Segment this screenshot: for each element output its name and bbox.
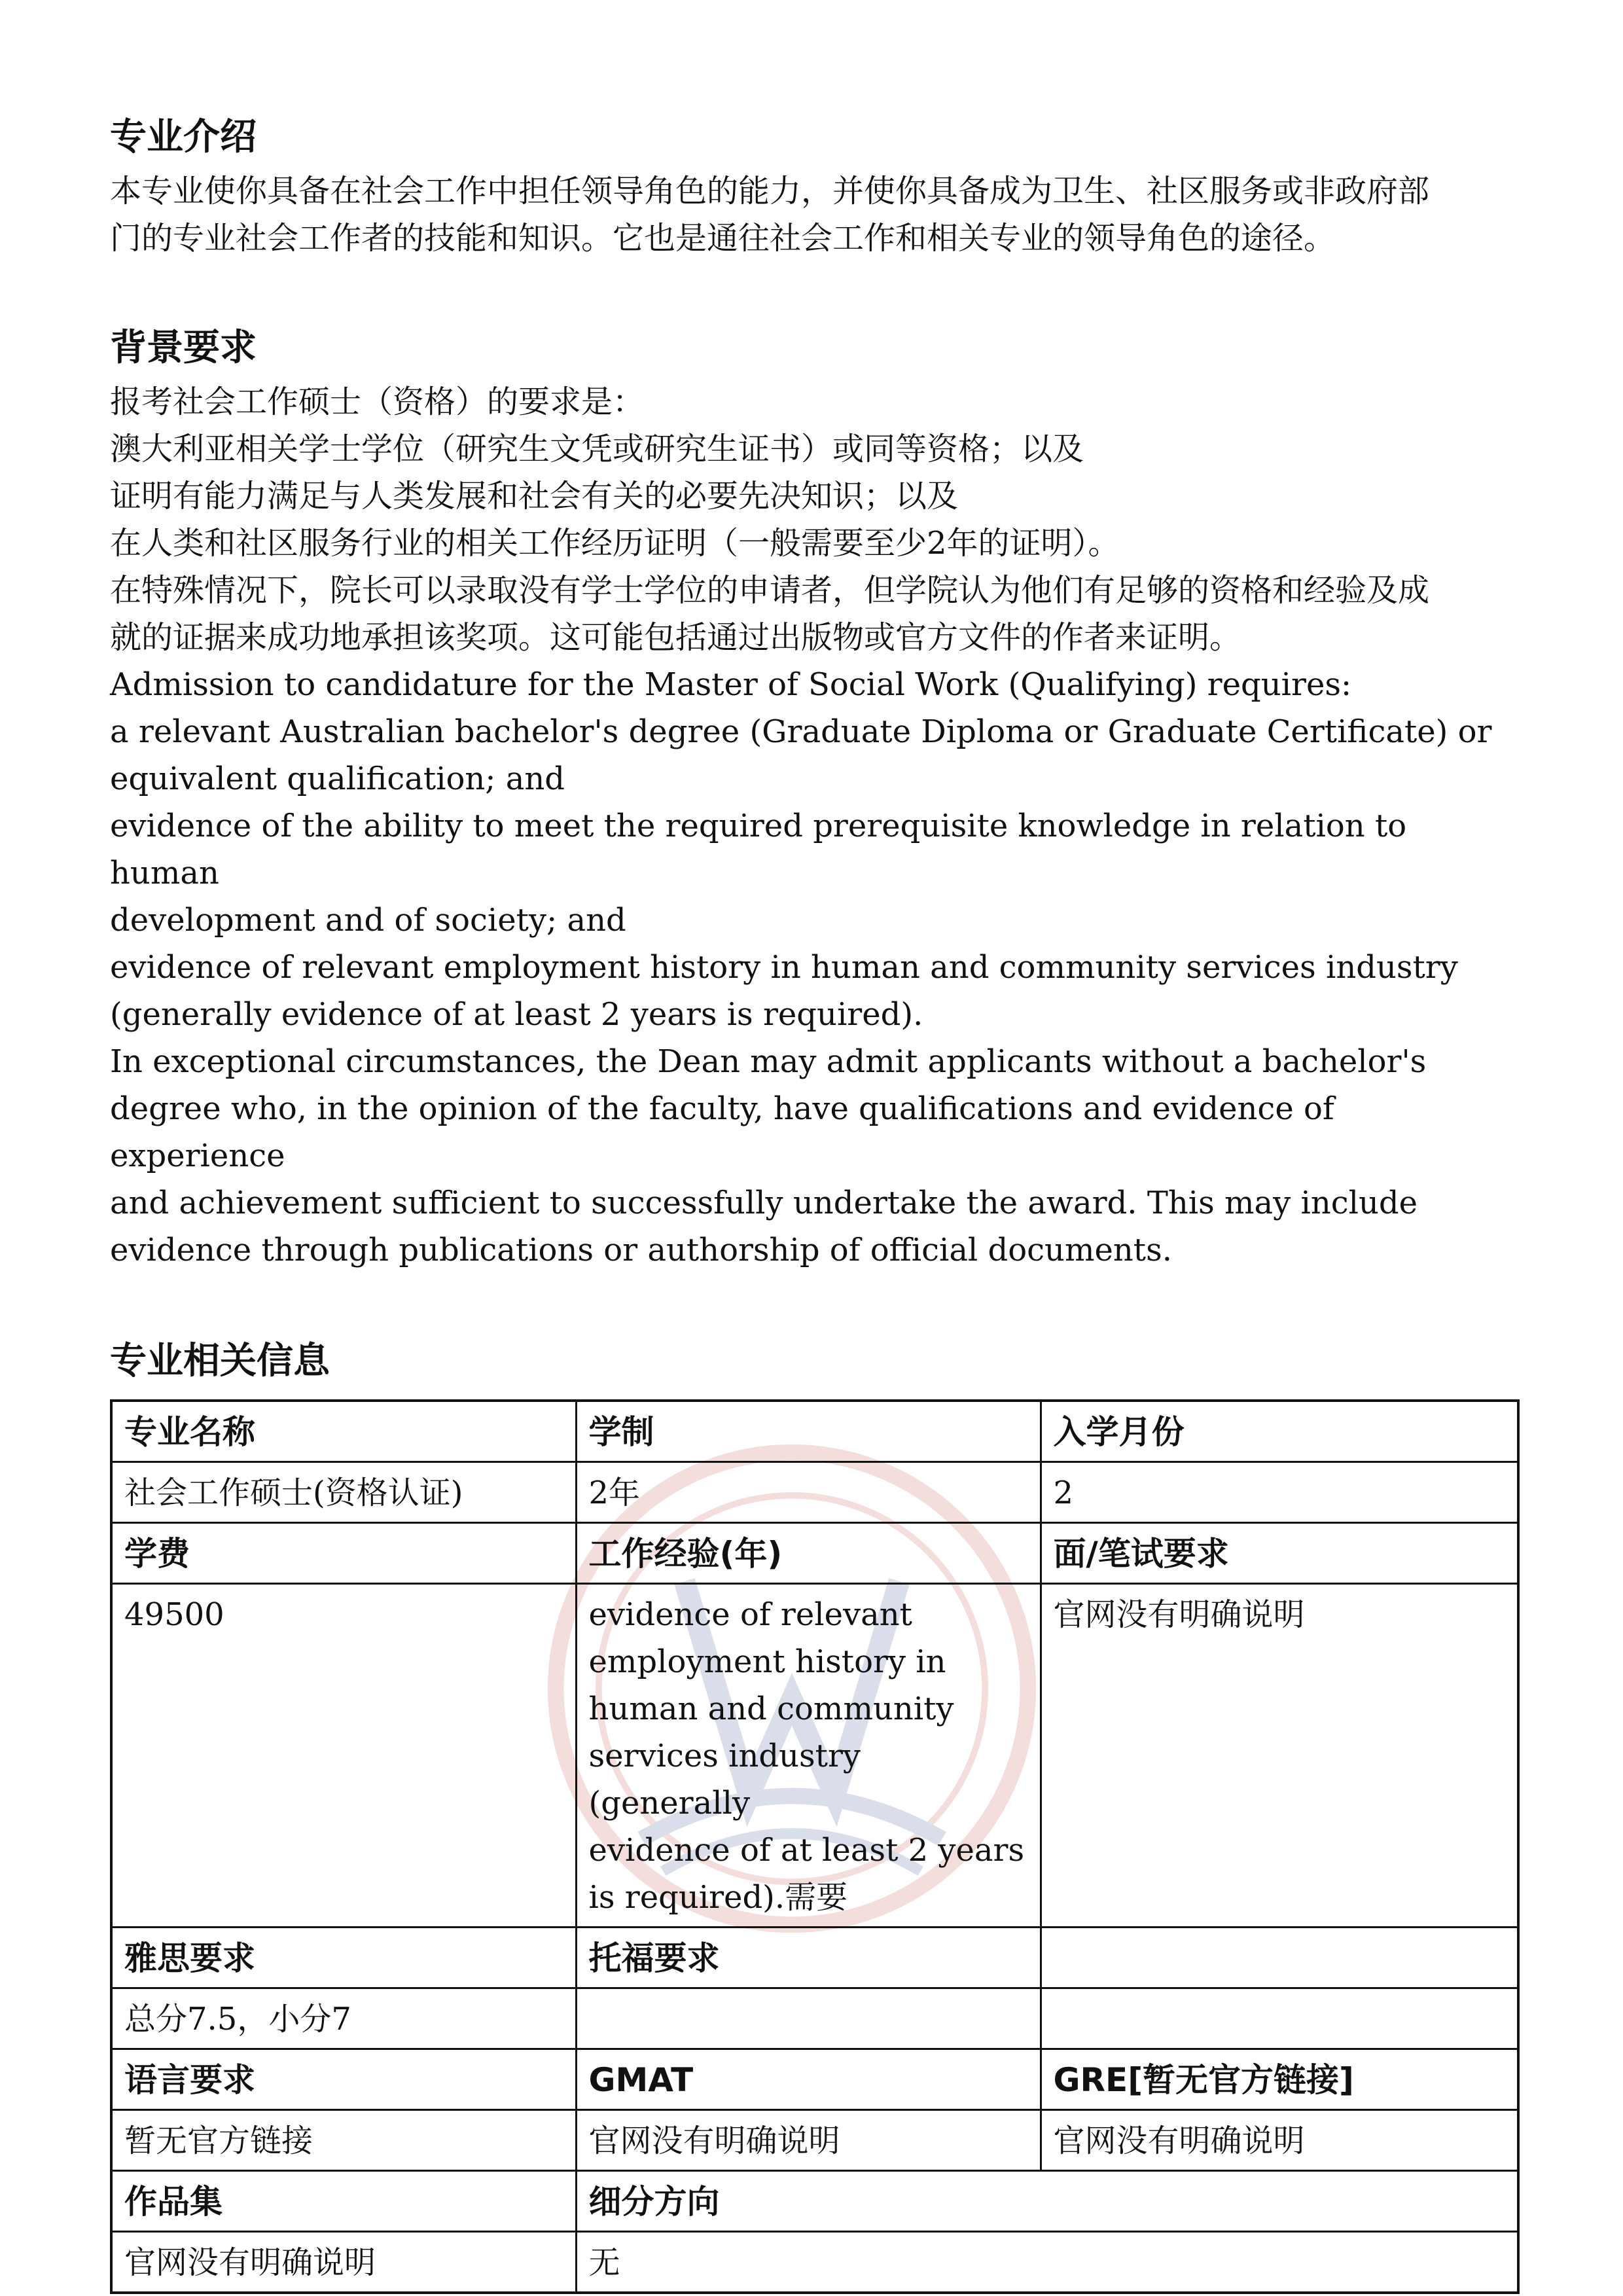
work-experience-label: 工作经验(年) <box>576 1523 1041 1584</box>
duration-value: 2年 <box>576 1462 1041 1523</box>
background-line: evidence of relevant employment history in human and community services industry <box>110 949 1458 986</box>
program-name-label: 专业名称 <box>111 1401 576 1462</box>
language-value: 暂无官方链接 <box>111 2110 576 2171</box>
specialization-label: 细分方向 <box>576 2171 1518 2232</box>
tuition-label: 学费 <box>111 1523 576 1584</box>
table-row <box>111 1928 1518 1988</box>
gmat-value: 官网没有明确说明 <box>576 2110 1041 2171</box>
table-row <box>111 2049 1518 2110</box>
empty-cell <box>1041 1928 1518 1988</box>
work-experience-line: human and community <box>588 1691 954 1727</box>
background-line: development and of society; and <box>110 902 626 939</box>
background-line: 证明有能力满足与人类发展和社会有关的必要先决知识；以及 <box>110 478 959 514</box>
intro-line: 本专业使你具备在社会工作中担任领导角色的能力，并使你具备成为卫生、社区服务或非政府部 <box>110 173 1430 209</box>
empty-cell <box>1041 1988 1518 2049</box>
table-row <box>111 1401 1518 1462</box>
work-experience-line: evidence of relevant <box>588 1596 912 1633</box>
table-row <box>111 2110 1518 2171</box>
background-line: evidence of the ability to meet the required prerequisite knowledge in relation to human <box>110 808 1407 891</box>
ielts-label: 雅思要求 <box>111 1928 576 1988</box>
toefl-value <box>576 1988 1041 2049</box>
table-row <box>111 2171 1518 2232</box>
background-line: In exceptional circumstances, the Dean may admit applicants without a bachelor's <box>110 1043 1427 1080</box>
background-line: (generally evidence of at least 2 years is required). <box>110 996 923 1033</box>
gmat-label: GMAT <box>576 2049 1041 2110</box>
background-line: 在人类和社区服务行业的相关工作经历证明（一般需要至少2年的证明）。 <box>110 525 1120 562</box>
work-experience-line: services industry (generally <box>588 1738 861 1821</box>
background-line: degree who, in the opinion of the faculty, have qualifications and evidence of experience <box>110 1090 1334 1174</box>
ielts-value: 总分7.5，小分7 <box>111 1988 576 2049</box>
program-name-value: 社会工作硕士(资格认证) <box>111 1462 576 1523</box>
background-line: and achievement sufficient to successfully undertake the award. This may include <box>110 1185 1418 1221</box>
work-experience-line: employment history in <box>588 1643 946 1680</box>
specialization-value: 无 <box>576 2232 1518 2293</box>
document-page <box>110 111 1517 2294</box>
program-info-table <box>110 1399 1520 2294</box>
background-line: evidence through publications or authorship of official documents. <box>110 1232 1172 1268</box>
intro-text <box>110 168 1517 262</box>
tuition-value: 49500 <box>111 1584 576 1928</box>
background-line: 在特殊情况下，院长可以录取没有学士学位的申请者，但学院认为他们有足够的资格和经验及成 <box>110 572 1430 609</box>
background-line: Admission to candidature for the Master of Social Work (Qualifying) requires: <box>110 666 1352 703</box>
toefl-label: 托福要求 <box>576 1928 1041 1988</box>
language-label: 语言要求 <box>111 2049 576 2110</box>
portfolio-label: 作品集 <box>111 2171 576 2232</box>
table-row <box>111 1523 1518 1584</box>
intro-heading: 专业介绍 <box>110 116 257 158</box>
gre-value: 官网没有明确说明 <box>1041 2110 1518 2171</box>
background-line: equivalent qualification; and <box>110 761 565 797</box>
table-row <box>111 2232 1518 2293</box>
background-line: 就的证据来成功地承担该奖项。这可能包括通过出版物或官方文件的作者来证明。 <box>110 619 1241 656</box>
background-text <box>110 378 1517 1274</box>
table-row <box>111 1584 1518 1928</box>
intake-label: 入学月份 <box>1041 1401 1518 1462</box>
interview-label: 面/笔试要求 <box>1041 1523 1518 1584</box>
work-experience-line: is required).需要 <box>588 1879 848 1916</box>
gre-label: GRE[暂无官方链接] <box>1041 2049 1518 2110</box>
info-heading: 专业相关信息 <box>110 1340 330 1382</box>
work-experience-value <box>576 1584 1041 1928</box>
intro-line: 门的专业社会工作者的技能和知识。它也是通往社会工作和相关专业的领导角色的途径。 <box>110 220 1336 257</box>
table-row <box>111 1462 1518 1523</box>
portfolio-value: 官网没有明确说明 <box>111 2232 576 2293</box>
duration-label: 学制 <box>576 1401 1041 1462</box>
work-experience-line: evidence of at least 2 years <box>588 1832 1025 1869</box>
background-line: a relevant Australian bachelor's degree (Graduate Diploma or Graduate Certificate) or <box>110 713 1492 750</box>
interview-value: 官网没有明确说明 <box>1041 1584 1518 1928</box>
table-row <box>111 1988 1518 2049</box>
background-heading: 背景要求 <box>110 327 257 369</box>
intake-value: 2 <box>1041 1462 1518 1523</box>
background-line: 澳大利亚相关学士学位（研究生文凭或研究生证书）或同等资格；以及 <box>110 431 1084 467</box>
background-line: 报考社会工作硕士（资格）的要求是： <box>110 384 645 420</box>
